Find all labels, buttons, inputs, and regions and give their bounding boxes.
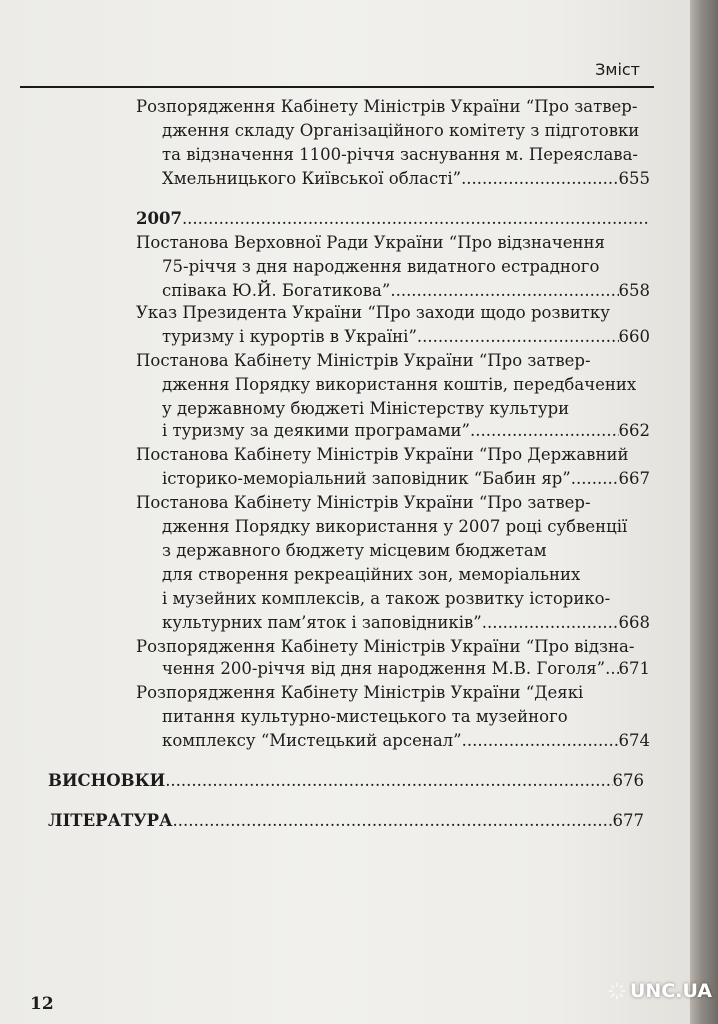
toc-chapter-title: ЛІТЕРАТУРА [48, 811, 173, 830]
toc-page-number: 658 [618, 281, 650, 300]
header-rule [20, 86, 654, 88]
toc-entry-text: історико-меморіальний заповідник “Бабин яр” [162, 469, 571, 488]
toc-entry-line: Розпорядження Кабінету Міністрів України “Деякі [136, 683, 584, 702]
leader-dots [165, 770, 612, 792]
toc-entry-text: чення 200-річчя від дня народження М.В. Гоголя” [162, 659, 606, 678]
toc-entry-text: і туризму за деякими програмами” [162, 421, 470, 440]
toc-entry-line: дження складу Організаційного комітету з підготовки [162, 121, 640, 140]
toc-entry-line: Розпорядження Кабінету Міністрів України “Про затвер- [136, 97, 638, 116]
toc-page-number: 667 [618, 469, 650, 488]
book-spine-shadow [690, 0, 718, 1024]
leader-dots [571, 468, 619, 490]
leader-dots [462, 730, 619, 752]
toc-entry-last-line [162, 612, 650, 634]
leader-dots [417, 326, 619, 348]
toc-page-number: 677 [612, 811, 644, 830]
toc-chapter-conclusions [48, 770, 644, 792]
toc-entry-line: Постанова Верховної Ради України “Про відзначення [136, 233, 605, 252]
toc-entry-line: 75-річчя з дня народження видатного естрадного [162, 257, 600, 276]
toc-page-number: 668 [618, 613, 650, 632]
toc-entry-last-line [162, 420, 650, 442]
toc-entry-line: з державного бюджету місцевим бюджетам [162, 541, 547, 560]
leader-dots [173, 810, 613, 832]
leader-dots [482, 612, 619, 634]
toc-entry-line: і музейних комплексів, а також розвитку історико- [162, 589, 611, 608]
toc-page-number: 671 [618, 659, 650, 678]
toc-entry-text: культурних пам’яток і заповідників” [162, 613, 482, 632]
toc-entry-line: питання культурно-мистецького та музейного [162, 707, 568, 726]
toc-entry-text: туризму і курортів в Україні” [162, 327, 417, 346]
toc-entry-line: Постанова Кабінету Міністрів України “Про затвер- [136, 351, 591, 370]
toc-entry-line: Указ Президента України “Про заходи щодо розвитку [136, 303, 610, 322]
toc-entry-last-line [162, 658, 650, 680]
toc-entry-text: співака Ю.Й. Богатикова” [162, 281, 391, 300]
toc-entry-text: комплексу “Мистецький арсенал” [162, 731, 462, 750]
toc-entry-line: Постанова Кабінету Міністрів України “Про Державний [136, 445, 629, 464]
leader-dots [470, 420, 619, 442]
toc-entry-last-line [162, 168, 650, 190]
leader-dots [390, 280, 618, 302]
leader-dots [182, 208, 650, 230]
page-number: 12 [30, 994, 54, 1014]
toc-entry-line: у державному бюджеті Міністерству культури [162, 399, 570, 418]
toc-page-number: 662 [618, 421, 650, 440]
toc-page-number: 655 [618, 169, 650, 188]
toc-page-number: 674 [618, 731, 650, 750]
toc-chapter-title: ВИСНОВКИ [48, 771, 166, 790]
toc-entry-line: Постанова Кабінету Міністрів України “Про затвер- [136, 493, 591, 512]
toc-entry-last-line [162, 280, 650, 302]
toc-entry-last-line [162, 468, 650, 490]
site-watermark [608, 966, 712, 1016]
toc-entry-line: дження Порядку використання у 2007 році субвенції [162, 517, 628, 536]
toc-chapter-literature [48, 810, 644, 832]
toc-section-heading [136, 208, 650, 230]
watermark-text: UNC.UA [629, 980, 712, 1002]
toc-entry-line: Розпорядження Кабінету Міністрів України “Про відзна- [136, 637, 635, 656]
sun-logo-icon [608, 976, 626, 1006]
header-title: Зміст [595, 60, 640, 79]
leader-dots [461, 168, 618, 190]
toc-entry-last-line [162, 730, 650, 752]
toc-entry-line: дження Порядку використання коштів, передбачених [162, 375, 637, 394]
toc-entry-line: для створення рекреаційних зон, меморіальних [162, 565, 581, 584]
toc-page-number: 660 [618, 327, 650, 346]
toc-entry-line: та відзначення 1100-річчя заснування м. Переяслава- [162, 145, 639, 164]
toc-page-number: 676 [612, 771, 644, 790]
toc-entry-text: Хмельницького Київської області” [162, 169, 462, 188]
toc-entry-last-line [162, 326, 650, 348]
section-year: 2007 [136, 209, 182, 228]
leader-dots [605, 658, 618, 680]
